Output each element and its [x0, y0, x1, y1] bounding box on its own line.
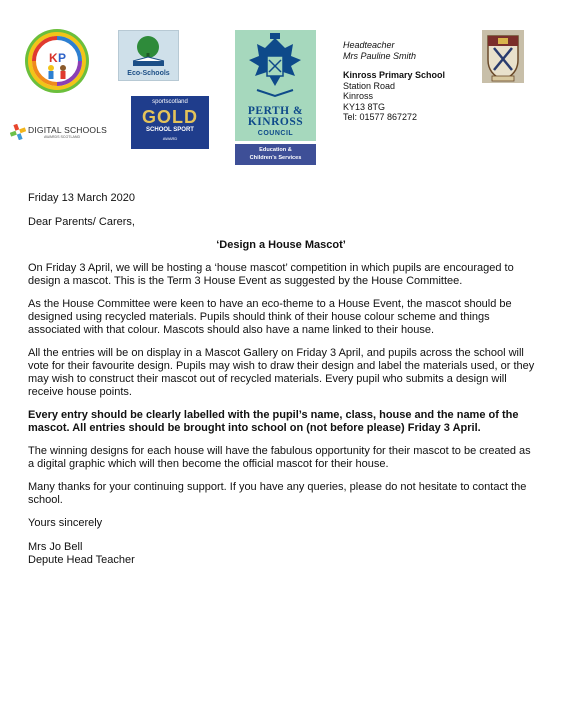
- signer-name: Mrs Jo Bell: [28, 541, 83, 554]
- letter-date: Friday 13 March 2020: [28, 192, 135, 204]
- school-crest-logo: [482, 30, 524, 83]
- eco-schools-logo: [118, 30, 179, 81]
- letter-greeting: Dear Parents/ Carers,: [28, 215, 135, 228]
- letter-paragraph-1: On Friday 3 April, we will be hosting a ‘house mascot’ competition in which pupils are encouraged to design a mascot. This is the Term 3 House Event as suggested by the House Committee.: [28, 262, 514, 288]
- council-department-line-1: Education &: [259, 147, 292, 153]
- sportscotland-label: sportscotland: [152, 99, 188, 105]
- address-postcode: KY13 8TG: [343, 101, 386, 112]
- digital-schools-label: DIGITAL SCHOOLS: [28, 125, 108, 135]
- digital-schools-icon: [10, 124, 26, 140]
- eco-schools-label: Eco-Schools: [127, 70, 170, 77]
- digital-schools-sublabel: AWARDS SCOTLAND: [44, 135, 81, 139]
- address-street: Station Road: [343, 80, 396, 91]
- perth-kinross-council-logo: [235, 30, 316, 165]
- address-telephone: Tel: 01577 867272: [343, 112, 418, 122]
- headteacher-role: Headteacher: [343, 40, 395, 50]
- letter-closing: Yours sincerely: [28, 517, 103, 530]
- council-name-line-3: COUNCIL: [257, 130, 294, 137]
- letter-paragraph-3: All the entries will be on display in a Mascot Gallery on Friday 3 April, and pupils across the school will vote for their favourite design. Pupils may wish to draw their design and label the materials used, or they may wish to construct their mascot out of recycled materials. Every pupil who submits a design will receive house points.: [28, 347, 535, 398]
- letter-paragraph-2: As the House Committee were keen to have an eco-theme to a House Event, the mascot should be designed using recycled materials. Pupils should think of their house colour scheme and things associated with that colour. Mascots should also have a name linked to their house.: [28, 298, 512, 337]
- svg-text:P: P: [58, 51, 67, 65]
- kinross-primary-logo: [24, 28, 90, 94]
- letter-title: ‘Design a House Mascot’: [216, 238, 346, 251]
- letter-paragraph-4: Every entry should be clearly labelled with the pupil’s name, class, house and the name of the mascot. All entries should be brought into school on (not before please) Friday 3 April.: [28, 409, 519, 434]
- council-department-band: [235, 144, 316, 165]
- award-label: AWARD: [162, 136, 178, 141]
- headteacher-name: Mrs Pauline Smith: [343, 50, 417, 61]
- school-address-block: [343, 40, 445, 123]
- council-name-line-1: PERTH &: [247, 105, 304, 117]
- school-sport-label: SCHOOL SPORT: [146, 127, 194, 133]
- gold-label: GOLD: [142, 107, 198, 127]
- letter-paragraph-6: Many thanks for your continuing support. If you have any queries, please do not hesitate to contact the school.: [28, 481, 527, 507]
- letter-body: [28, 192, 538, 567]
- council-department-line-2: Children's Services: [249, 155, 302, 161]
- council-crest-panel: [235, 30, 316, 141]
- digital-schools-logo: [10, 124, 110, 140]
- council-name-line-2: KINROSS: [247, 116, 304, 128]
- svg-text:K: K: [49, 51, 58, 65]
- letter-paragraph-5: The winning designs for each house will have the fabulous opportunity for their mascot to be created as a digital graphic which will then become the official mascot for their house.: [28, 445, 531, 470]
- signer-role: Depute Head Teacher: [28, 553, 135, 566]
- address-town: Kinross: [343, 91, 374, 101]
- school-name: Kinross Primary School: [343, 70, 446, 80]
- council-crest-icon: [235, 30, 316, 104]
- sportscotland-gold-logo: [131, 96, 209, 149]
